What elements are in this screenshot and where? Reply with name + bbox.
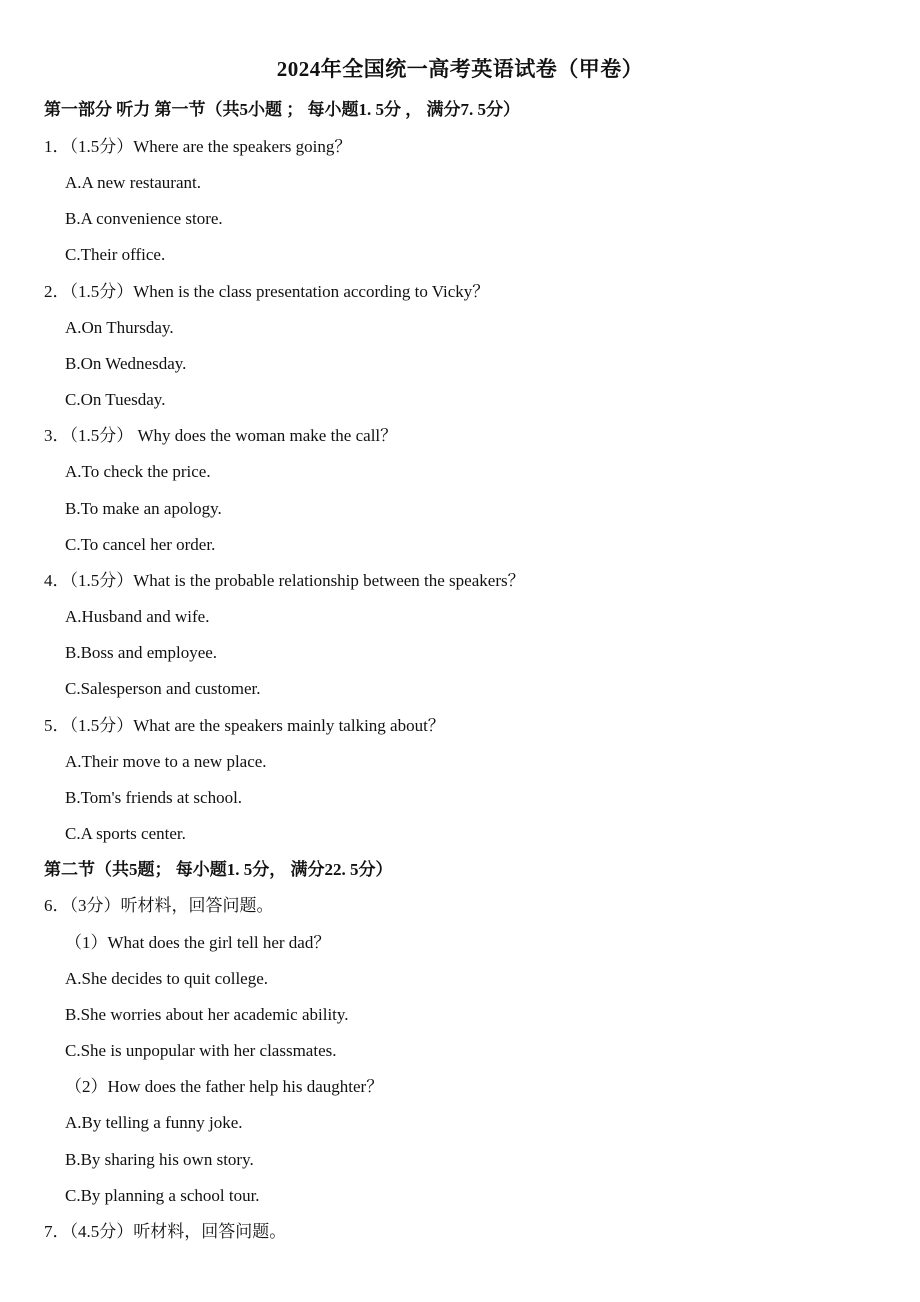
- question-4-option-b: B.Boss and employee.: [65, 643, 218, 662]
- question-5-stem: 5．（1.5分）What are the speakers mainly talking about？: [44, 716, 445, 735]
- question-6-1-option-b: B.She worries about her academic ability.: [65, 1005, 349, 1024]
- exam-title: 2024年全国统一高考英语试卷（甲卷）: [276, 57, 644, 81]
- section-heading-part1: 第一部分 听力 第一节（共5小题 ； 每小题1. 5分 ， 满分7. 5分）: [44, 100, 520, 119]
- question-2-stem: 2．（1.5分）When is the class presentation according to Vicky？: [44, 282, 490, 301]
- question-3-option-b: B.To make an apology.: [65, 499, 222, 518]
- section-heading-part2: 第二节（共5题； 每小题1. 5分， 满分22. 5分）: [44, 860, 393, 879]
- question-1-stem: 1．（1.5分）Where are the speakers going？: [44, 137, 352, 156]
- question-2-option-c: C.On Tuesday.: [65, 390, 166, 409]
- question-3-option-a: A.To check the price.: [65, 462, 211, 481]
- question-6-sub-2: （2）How does the father help his daughter？: [65, 1077, 384, 1096]
- question-6-1-option-a: A.She decides to quit college.: [65, 969, 269, 988]
- question-5-option-a: A.Their move to a new place.: [65, 752, 267, 771]
- question-1-option-a: A.A new restaurant.: [65, 173, 201, 192]
- question-3-option-c: C.To cancel her order.: [65, 535, 216, 554]
- question-1-option-c: C.Their office.: [65, 245, 166, 264]
- question-4-option-c: C.Salesperson and customer.: [65, 679, 261, 698]
- question-6-stem: 6．（3分）听材料，回答问题。: [44, 896, 274, 915]
- question-6-2-option-c: C.By planning a school tour.: [65, 1186, 260, 1205]
- question-4-option-a: A.Husband and wife.: [65, 607, 210, 626]
- question-6-sub-1: （1）What does the girl tell her dad？: [65, 933, 331, 952]
- question-7-stem: 7．（4.5分）听材料，回答问题。: [44, 1222, 287, 1241]
- question-1-option-b: B.A convenience store.: [65, 209, 223, 228]
- question-6-2-option-b: B.By sharing his own story.: [65, 1150, 254, 1169]
- question-6-2-option-a: A.By telling a funny joke.: [65, 1113, 243, 1132]
- question-5-option-c: C.A sports center.: [65, 824, 186, 843]
- question-2-option-a: A.On Thursday.: [65, 318, 174, 337]
- question-4-stem: 4．（1.5分）What is the probable relationship between the speakers？: [44, 571, 525, 590]
- question-6-1-option-c: C.She is unpopular with her classmates.: [65, 1041, 337, 1060]
- question-2-option-b: B.On Wednesday.: [65, 354, 187, 373]
- question-5-option-b: B.Tom's friends at school.: [65, 788, 243, 807]
- question-3-stem: 3．（1.5分） Why does the woman make the call？: [44, 426, 398, 445]
